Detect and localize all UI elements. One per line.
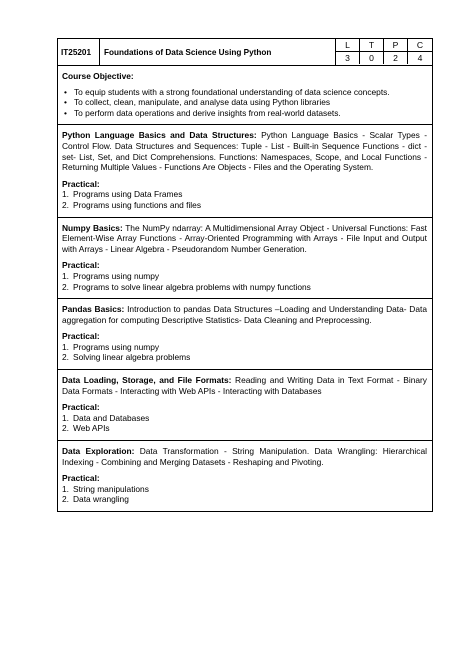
practical-title: Practical: [62,260,100,271]
practical-list [62,484,427,505]
ltpc-value-p: 2 [384,52,408,64]
unit-heading: Data Loading, Storage, and File Formats: [62,375,232,386]
unit-python-basics [57,125,433,217]
ltpc-table [335,39,432,65]
unit-body: The NumPy ndarray: A Multidimensional Array Object - Universal Functions: Fast Element-Wise Array Functions - Array-Oriented Programming with Arrays - File Input and Output with Arrays - Linear Algebra - Pseudorandom Number Generation. [62,222,427,254]
practical-item: 2. Solving linear algebra problems [62,352,191,363]
unit-description [62,375,427,396]
unit-description [62,304,427,325]
practical-title: Practical: [62,402,100,413]
unit-body: Python Language Basics - Scalar Types - Control Flow. Data Structures and Sequences: Tuple - List - Built-in Sequence Functions - dict - set- List, Set, and Dict Comprehensions. Functions: Namespaces, Scope, and Local Functions - Returning Multiple Values - Functions Are Objects - Files and the Operating System. [62,130,427,173]
objective-list [62,87,427,119]
course-title: Foundations of Data Science Using Python [104,47,272,57]
unit-data-exploration [57,441,433,512]
ltpc-value-t: 0 [360,52,384,64]
practical-list [62,342,427,363]
practical-item: 2. Data wrangling [62,494,129,505]
practical-item: 1. String manipulations [62,483,149,494]
practical-item: 1. Data and Databases [62,412,150,423]
unit-body: Reading and Writing Data in Text Format - Binary Data Formats - Interacting with Web APIs - Interacting with Databases [62,375,427,396]
ltpc-label-c: C [408,39,432,52]
ltpc-value-l: 3 [336,52,360,64]
syllabus-document [57,38,433,512]
ltpc-label-l: L [336,39,360,52]
practical-item: 1. Programs using numpy [62,270,160,281]
unit-heading: Python Language Basics and Data Structures: [62,130,257,141]
ltpc-label-p: P [384,39,408,52]
practical-item: 2. Programs to solve linear algebra problems with numpy functions [62,281,311,292]
practical-item: 1. Programs using Data Frames [62,189,183,200]
ltpc-label-t: T [360,39,384,52]
practical-list [62,271,427,292]
practical-title: Practical: [62,331,100,342]
course-code: IT25201 [58,39,100,65]
practical-item: 2. Programs using functions and files [62,199,202,210]
practical-list [62,413,427,434]
unit-description [62,130,427,172]
unit-heading: Data Exploration: [62,446,135,457]
objective-item: • To perform data operations and derive insights from real-world datasets. [62,108,427,119]
objective-item: • To equip students with a strong foundational understanding of data science concepts. [62,87,427,98]
practical-title: Practical: [62,473,100,484]
unit-description [62,446,427,467]
unit-body: Data Transformation - String Manipulation. Data Wrangling: Hierarchical Indexing - Combining and Merging Datasets - Reshaping and Pivoting. [62,446,427,467]
unit-data-loading [57,370,433,441]
unit-heading: Pandas Basics: [62,304,125,315]
unit-body: Introduction to pandas Data Structures –Loading and Understanding Data- Data aggregation for computing Descriptive Statistics- Data Cleaning and Preprocessing. [62,304,427,325]
course-objective-section [57,66,433,125]
practical-title: Practical: [62,178,100,189]
ltpc-value-c: 4 [417,53,423,63]
practical-item: 1. Programs using numpy [62,341,160,352]
unit-numpy-basics [57,218,433,300]
practical-item: 2. Web APIs [62,423,110,434]
course-header [57,38,433,66]
objective-title: Course Objective: [62,71,134,81]
objective-item: • To collect, clean, manipulate, and analyse data using Python libraries [62,97,427,108]
practical-list [62,189,427,210]
unit-pandas-basics [57,299,433,370]
unit-description [62,223,427,255]
unit-heading: Numpy Basics: [62,222,123,233]
